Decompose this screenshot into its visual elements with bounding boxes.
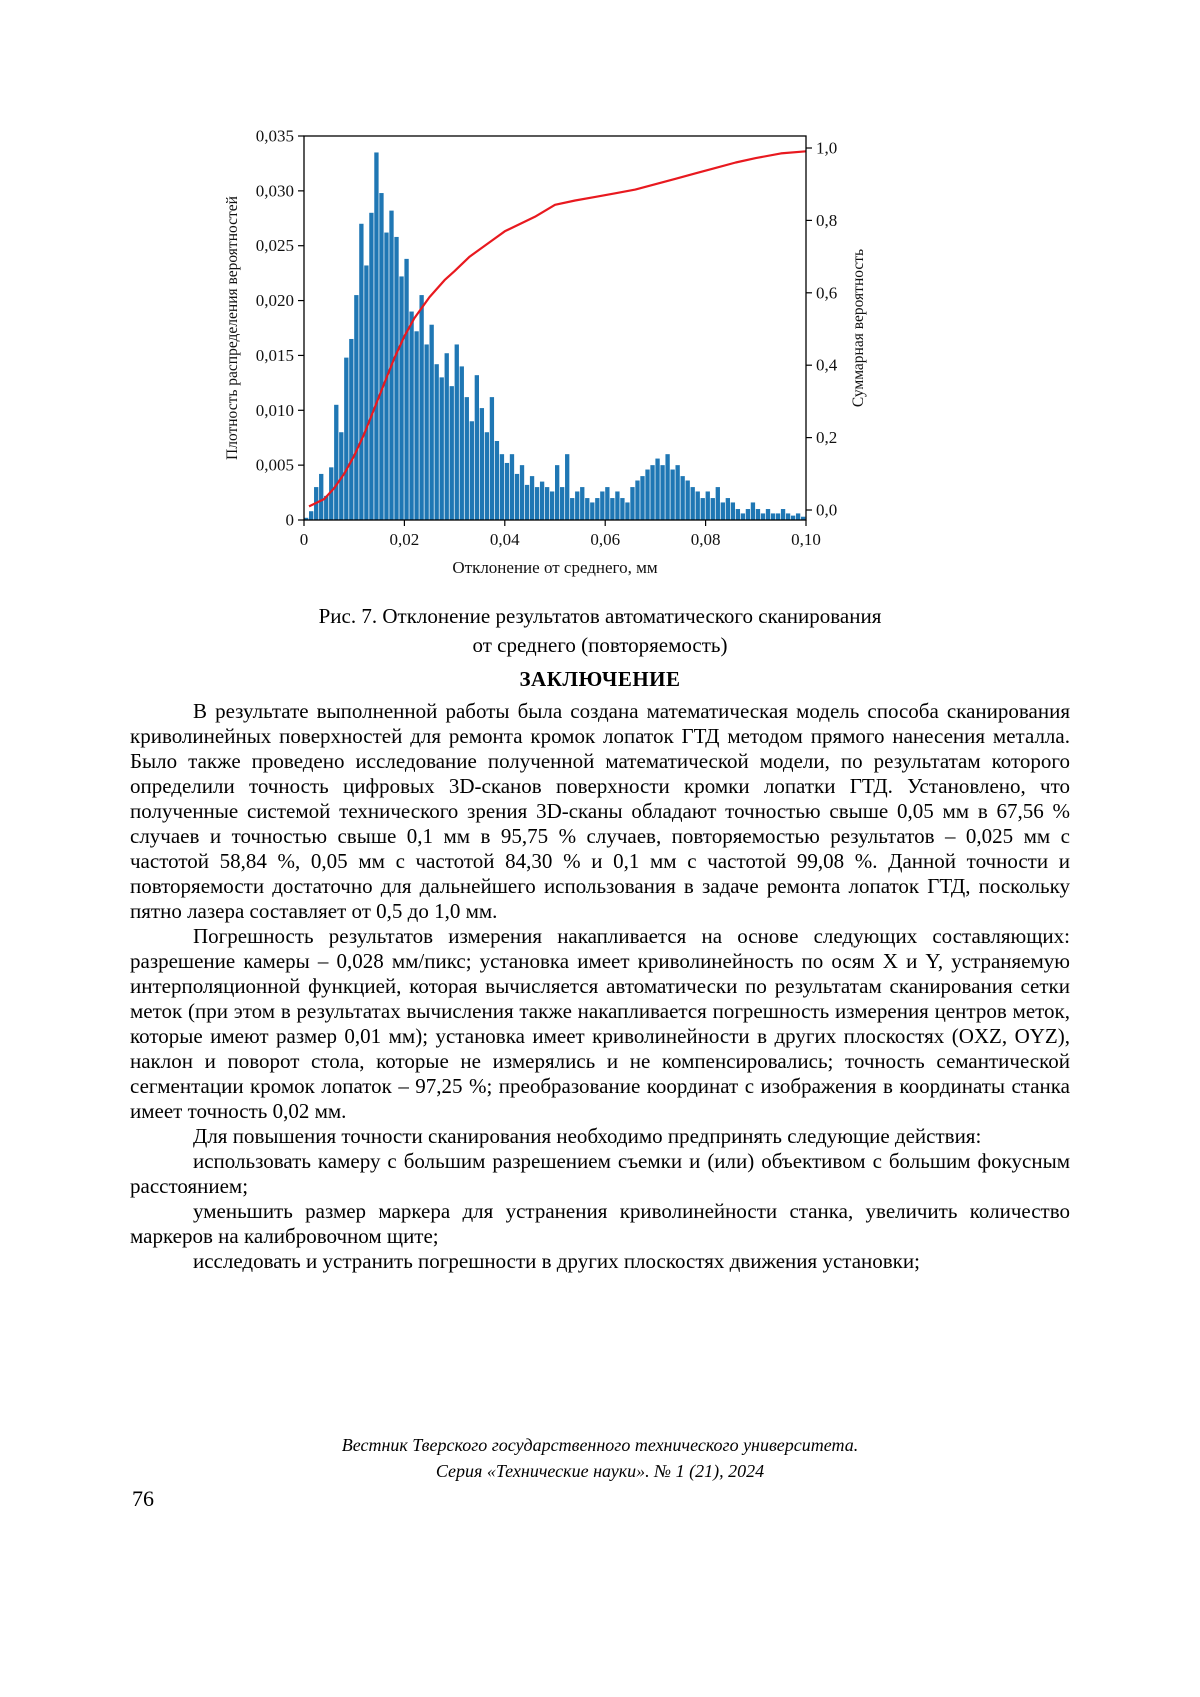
journal-footer	[130, 1432, 1070, 1484]
figure-caption	[130, 602, 1070, 660]
paragraph: В результате выполненной работы была создана математическая модель способа сканирования криволинейных поверхностей для ремонта кромок лопаток ГТД методом прямого нанесения металла. Было также проведено исследование полученной математической модели, по результатам которого определили точность цифровых 3D-сканов поверхности кромки лопатки ГТД. Установлено, что полученные системой технического зрения 3D-сканы обладают точностью свыше 0,05 мм в 67,56 % случаев и точностью свыше 0,1 мм в 95,75 % случаев, повторяемостью результатов – 0,025 мм с частотой 58,84 %, 0,05 мм с частотой 84,30 % и 0,1 мм с частотой 99,08 %. Данной точности и повторяемости достаточно для дальнейшего использования в задаче ремонта лопаток ГТД, поскольку пятно лазера составляет от 0,5 до 1,0 мм.	[130, 699, 1070, 923]
svg-text:0,2: 0,2	[816, 428, 838, 448]
svg-text:0: 0	[285, 510, 294, 530]
svg-text:0,035: 0,035	[255, 126, 294, 146]
svg-text:0,010: 0,010	[255, 400, 294, 420]
svg-text:0,06: 0,06	[590, 530, 621, 549]
figure-caption-line1: Рис. 7. Отклонение результатов автоматического сканирования	[318, 604, 882, 628]
paragraph: Для повышения точности сканирования необходимо предпринять следующие действия:	[193, 1124, 982, 1148]
svg-text:0,005: 0,005	[255, 455, 294, 475]
plot-frame	[304, 136, 806, 520]
conclusion-section	[130, 666, 1070, 1274]
left-axis-title: Плотность распределения вероятностей	[224, 196, 241, 460]
svg-text:0: 0	[299, 530, 309, 549]
svg-text:0,02: 0,02	[389, 530, 420, 549]
svg-text:0,04: 0,04	[489, 530, 520, 549]
svg-text:0,015: 0,015	[255, 345, 294, 365]
figure-caption-line2: от среднего (повторяемость)	[472, 633, 728, 657]
histogram-bars	[304, 152, 805, 520]
figure-7-chart	[212, 120, 872, 586]
svg-text:0,10: 0,10	[791, 530, 821, 549]
section-heading: ЗАКЛЮЧЕНИЕ	[519, 667, 681, 691]
svg-text:0,030: 0,030	[255, 181, 294, 201]
page-number: 76	[132, 1486, 154, 1511]
svg-text:1,0: 1,0	[816, 138, 838, 158]
journal-footer-line2: Серия «Технические науки». № 1 (21), 2024	[435, 1461, 765, 1481]
right-axis-title: Суммарная вероятность	[850, 248, 867, 408]
journal-footer-line1: Вестник Тверского государственного технического университета.	[341, 1435, 859, 1455]
svg-text:0,020: 0,020	[255, 291, 294, 311]
paragraph: Погрешность результатов измерения накапливается на основе следующих составляющих: разрешение камеры – 0,028 мм/пикс; установка имеет криволинейность по осям X и Y, устраняемую интерполяционной функцией, которая вычисляется автоматически по результатам сканирования сетки меток (при этом в результатах вычисления также накапливается погрешность измерения центров меток, которые имеют размер 0,01 мм); установка имеет криволинейности в других плоскостях (OXZ, OYZ), наклон и поворот стола, которые не измерялись и не компенсировались; точность семантической сегментации кромок лопаток – 97,25 %; преобразование координат с изображения в координаты станка имеет точность 0,02 мм.	[130, 924, 1070, 1123]
paragraph: использовать камеру с большим разрешением съемки и (или) объективом с большим фокусным расстоянием;	[130, 1149, 1070, 1198]
x-axis-title: Отклонение от среднего, мм	[452, 558, 658, 577]
svg-text:0,8: 0,8	[816, 210, 838, 230]
svg-text:0,4: 0,4	[816, 355, 838, 375]
svg-text:0,6: 0,6	[816, 283, 838, 303]
svg-text:0,08: 0,08	[690, 530, 721, 549]
paragraph: уменьшить размер маркера для устранения криволинейности станка, увеличить количество маркеров на калибровочном щите;	[130, 1199, 1070, 1248]
figure-7	[212, 120, 872, 591]
svg-text:0,025: 0,025	[255, 236, 294, 256]
paragraphs	[130, 699, 1070, 1274]
paragraph: исследовать и устранить погрешности в других плоскостях движения установки;	[193, 1249, 920, 1273]
svg-text:0,0: 0,0	[816, 500, 838, 520]
